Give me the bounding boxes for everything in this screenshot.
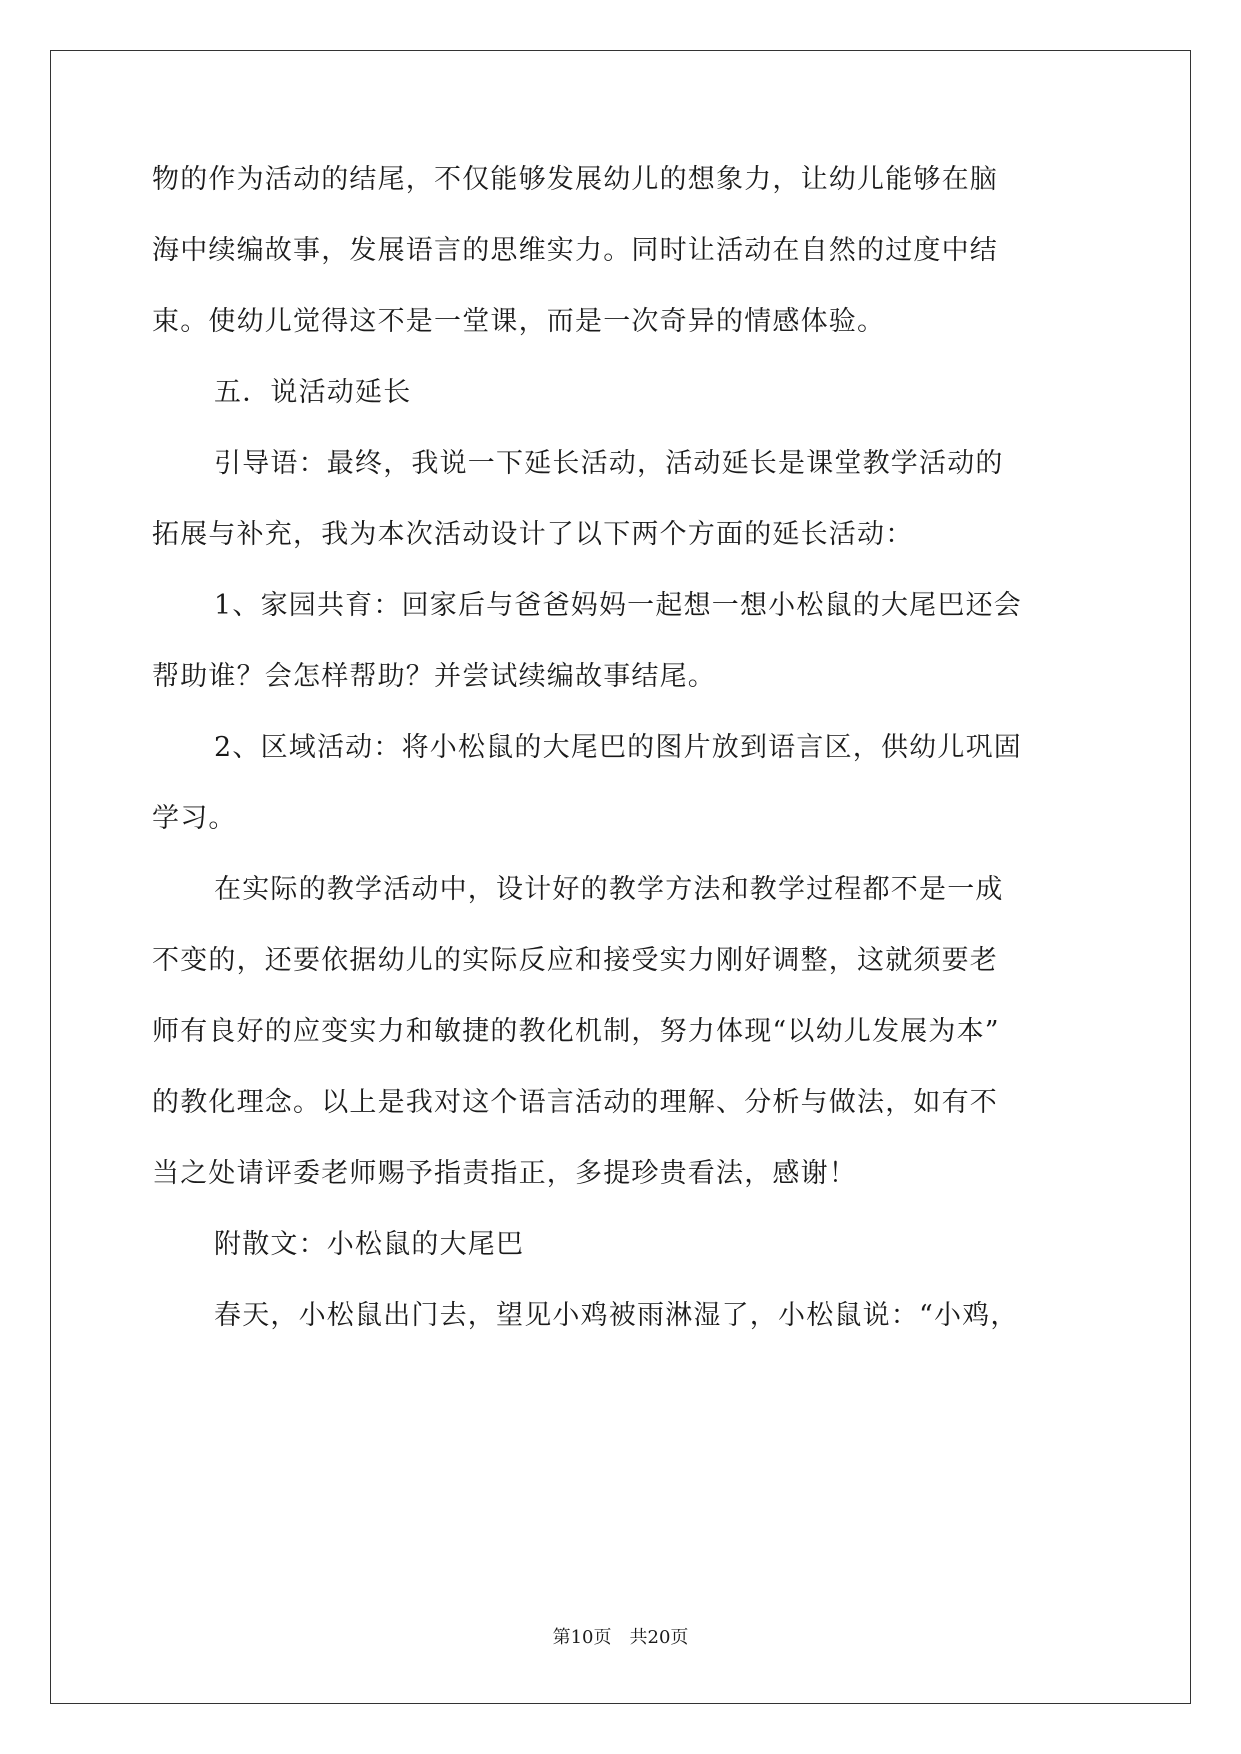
text-line: 师有良好的应变实力和敏捷的教化机制，努力体现“以幼儿发展为本”	[152, 1016, 1000, 1047]
text-line: 海中续编故事，发展语言的思维实力。同时让活动在自然的过度中结	[152, 235, 998, 266]
appendix-heading: 附散文：小松鼠的大尾巴	[214, 1229, 525, 1260]
section-heading: 五．说活动延长	[214, 377, 412, 408]
text-line: 束。使幼儿觉得这不是一堂课，而是一次奇异的情感体验。	[152, 306, 886, 337]
text-line: 2、区域活动：将小松鼠的大尾巴的图片放到语言区，供幼儿巩固	[214, 732, 1022, 763]
text-line: 学习。	[152, 803, 237, 834]
text-line: 春天，小松鼠出门去，望见小鸡被雨淋湿了，小松鼠说：“小鸡，	[214, 1300, 1019, 1331]
text-line: 当之处请评委老师赐予指责指正，多提珍贵看法，感谢！	[152, 1158, 857, 1189]
text-line: 帮助谁？会怎样帮助？并尝试续编故事结尾。	[152, 661, 716, 692]
page-footer: 第10页 共20页	[552, 1627, 689, 1648]
text-line: 1、家园共育：回家后与爸爸妈妈一起想一想小松鼠的大尾巴还会	[214, 590, 1022, 621]
text-line: 在实际的教学活动中，设计好的教学方法和教学过程都不是一成	[214, 874, 1004, 905]
text-line: 的教化理念。以上是我对这个语言活动的理解、分析与做法，如有不	[152, 1087, 998, 1118]
text-line: 物的作为活动的结尾，不仅能够发展幼儿的想象力，让幼儿能够在脑	[152, 164, 998, 195]
text-line: 引导语：最终，我说一下延长活动，活动延长是课堂教学活动的	[214, 448, 1004, 479]
text-line: 不变的，还要依据幼儿的实际反应和接受实力刚好调整，这就须要老	[152, 945, 998, 976]
text-line: 拓展与补充，我为本次活动设计了以下两个方面的延长活动：	[152, 519, 914, 550]
